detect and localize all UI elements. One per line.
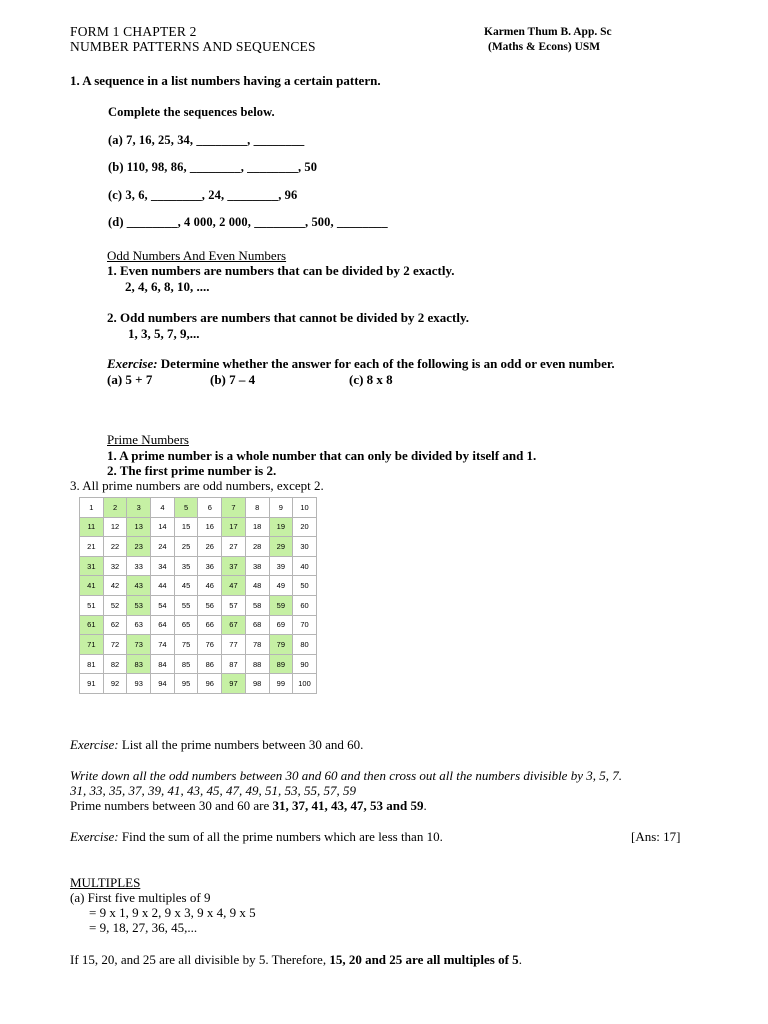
grid-cell: 50 [293, 576, 317, 596]
grid-cell: 65 [174, 615, 198, 635]
grid-cell: 63 [127, 615, 151, 635]
grid-row [80, 654, 317, 674]
grid-cell-prime: 17 [222, 517, 246, 537]
answer-primes: 31, 37, 41, 43, 47, 53 and 59 [272, 798, 424, 813]
grid-cell: 77 [222, 635, 246, 655]
multiples-line-c: = 9, 18, 27, 36, 45,... [89, 920, 198, 935]
grid-row [80, 595, 317, 615]
grid-cell: 46 [198, 576, 222, 596]
multiples-heading: MULTIPLES [70, 875, 141, 890]
grid-cell: 35 [174, 556, 198, 576]
header-author-line1: Karmen Thum B. App. Sc [484, 26, 612, 38]
grid-cell: 21 [80, 537, 104, 557]
grid-cell-prime: 2 [103, 498, 127, 518]
grid-cell: 32 [103, 556, 127, 576]
prime-sum-answer: [Ans: 17] [631, 829, 681, 844]
sequence-item-b: (b) 110, 98, 86, ________, ________, 50 [108, 160, 318, 174]
grid-cell: 62 [103, 615, 127, 635]
grid-cell: 88 [245, 654, 269, 674]
odd-examples: 1, 3, 5, 7, 9,... [128, 326, 200, 341]
grid-cell-prime: 43 [127, 576, 151, 596]
grid-cell-prime: 97 [222, 674, 246, 694]
grid-cell: 57 [222, 595, 246, 615]
grid-cell-prime: 71 [80, 635, 104, 655]
grid-cell: 85 [174, 654, 198, 674]
grid-cell-prime: 47 [222, 576, 246, 596]
grid-cell: 74 [151, 635, 175, 655]
grid-cell-prime: 53 [127, 595, 151, 615]
exercise-text: List all the prime numbers between 30 and 60. [121, 737, 364, 752]
grid-cell-prime: 83 [127, 654, 151, 674]
prime-range-answer [70, 798, 427, 813]
grid-cell: 40 [293, 556, 317, 576]
exercise-text: Find the sum of all the prime numbers which are less than 10. [121, 829, 443, 844]
conclusion-bold: 15, 20 and 25 are all multiples of 5 [329, 952, 519, 967]
exercise-text: Determine whether the answer for each of the following is an odd or even number. [160, 356, 615, 371]
grid-cell: 33 [127, 556, 151, 576]
grid-cell: 99 [269, 674, 293, 694]
odd-number-list: 31, 33, 35, 37, 39, 41, 43, 45, 47, 49, 51, 53, 55, 57, 59 [70, 783, 356, 798]
prime-range-exercise [70, 737, 363, 752]
grid-cell-prime: 29 [269, 537, 293, 557]
grid-cell: 86 [198, 654, 222, 674]
grid-row [80, 537, 317, 557]
grid-row [80, 517, 317, 537]
grid-cell: 48 [245, 576, 269, 596]
grid-cell: 87 [222, 654, 246, 674]
grid-cell-prime: 7 [222, 498, 246, 518]
multiples-line-b: = 9 x 1, 9 x 2, 9 x 3, 9 x 4, 9 x 5 [89, 905, 256, 920]
grid-cell: 45 [174, 576, 198, 596]
grid-cell: 22 [103, 537, 127, 557]
answer-suffix: . [423, 798, 427, 813]
grid-cell-prime: 19 [269, 517, 293, 537]
grid-row [80, 576, 317, 596]
grid-cell: 39 [269, 556, 293, 576]
grid-cell: 68 [245, 615, 269, 635]
grid-cell: 18 [245, 517, 269, 537]
grid-cell: 92 [103, 674, 127, 694]
grid-cell-prime: 5 [174, 498, 198, 518]
grid-cell: 90 [293, 654, 317, 674]
exercise-label: Exercise: [70, 829, 119, 844]
grid-cell: 84 [151, 654, 175, 674]
multiples-line-a: (a) First five multiples of 9 [70, 890, 211, 905]
grid-cell-prime: 41 [80, 576, 104, 596]
grid-cell: 56 [198, 595, 222, 615]
grid-cell: 100 [293, 674, 317, 694]
exercise-label: Exercise: [70, 737, 119, 752]
grid-cell: 96 [198, 674, 222, 694]
grid-cell: 49 [269, 576, 293, 596]
sequence-item-c: (c) 3, 6, ________, 24, ________, 96 [108, 188, 298, 202]
grid-cell: 70 [293, 615, 317, 635]
grid-cell-prime: 59 [269, 595, 293, 615]
prime-definition-2: 2. The first prime number is 2. [107, 463, 277, 478]
grid-cell: 51 [80, 595, 104, 615]
section1-heading: 1. A sequence in a list numbers having a certain pattern. [70, 73, 381, 88]
odd-even-exercise-b: (b) 7 – 4 [210, 372, 256, 387]
grid-cell: 16 [198, 517, 222, 537]
grid-cell: 98 [245, 674, 269, 694]
grid-cell: 4 [151, 498, 175, 518]
grid-cell-prime: 3 [127, 498, 151, 518]
grid-cell-prime: 89 [269, 654, 293, 674]
grid-row [80, 615, 317, 635]
grid-cell: 54 [151, 595, 175, 615]
grid-cell: 26 [198, 537, 222, 557]
sequence-item-a: (a) 7, 16, 25, 34, ________, ________ [108, 133, 305, 147]
grid-cell: 94 [151, 674, 175, 694]
odd-even-exercise-c: (c) 8 x 8 [349, 372, 393, 387]
grid-cell: 52 [103, 595, 127, 615]
grid-cell: 27 [222, 537, 246, 557]
grid-cell: 30 [293, 537, 317, 557]
header-author-line2: (Maths & Econs) USM [488, 41, 601, 53]
even-examples: 2, 4, 6, 8, 10, .... [125, 279, 210, 294]
grid-cell-prime: 11 [80, 517, 104, 537]
grid-cell-prime: 67 [222, 615, 246, 635]
grid-cell: 25 [174, 537, 198, 557]
prime-definition-1: 1. A prime number is a whole number that can only be divided by itself and 1. [107, 448, 537, 463]
prime-heading: Prime Numbers [107, 432, 189, 447]
grid-cell-prime: 79 [269, 635, 293, 655]
multiples-conclusion [70, 952, 522, 967]
odd-even-exercise-a: (a) 5 + 7 [107, 372, 153, 387]
conclusion-prefix: If 15, 20, and 25 are all divisible by 5. Therefore, [70, 952, 330, 967]
exercise-label: Exercise: [107, 356, 158, 371]
grid-cell: 55 [174, 595, 198, 615]
grid-cell: 82 [103, 654, 127, 674]
prime-sum-exercise [70, 829, 443, 844]
grid-cell: 69 [269, 615, 293, 635]
header-title-line2: NUMBER PATTERNS AND SEQUENCES [70, 39, 316, 54]
grid-cell: 76 [198, 635, 222, 655]
grid-cell: 15 [174, 517, 198, 537]
sequence-instruction: Complete the sequences below. [108, 105, 275, 119]
grid-cell: 6 [198, 498, 222, 518]
answer-prefix: Prime numbers between 30 and 60 are [70, 798, 273, 813]
grid-cell: 38 [245, 556, 269, 576]
header-title-line1: FORM 1 CHAPTER 2 [70, 24, 197, 39]
prime-definition-3: 3. All prime numbers are odd numbers, except 2. [70, 478, 324, 493]
grid-cell: 64 [151, 615, 175, 635]
grid-cell: 14 [151, 517, 175, 537]
odd-even-heading: Odd Numbers And Even Numbers [107, 248, 287, 263]
grid-cell: 81 [80, 654, 104, 674]
grid-cell: 60 [293, 595, 317, 615]
grid-cell: 36 [198, 556, 222, 576]
grid-cell-prime: 73 [127, 635, 151, 655]
grid-cell-prime: 13 [127, 517, 151, 537]
odd-definition: 2. Odd numbers are numbers that cannot be divided by 2 exactly. [107, 310, 469, 325]
grid-row [80, 674, 317, 694]
grid-cell: 10 [293, 498, 317, 518]
grid-cell: 20 [293, 517, 317, 537]
grid-cell: 28 [245, 537, 269, 557]
grid-row [80, 635, 317, 655]
grid-cell: 95 [174, 674, 198, 694]
grid-cell: 78 [245, 635, 269, 655]
grid-cell: 75 [174, 635, 198, 655]
grid-cell: 44 [151, 576, 175, 596]
grid-cell: 80 [293, 635, 317, 655]
grid-cell: 12 [103, 517, 127, 537]
grid-cell: 91 [80, 674, 104, 694]
grid-cell: 34 [151, 556, 175, 576]
grid-cell: 93 [127, 674, 151, 694]
sequence-item-d: (d) ________, 4 000, 2 000, ________, 500, ________ [108, 215, 388, 229]
grid-cell: 1 [80, 498, 104, 518]
conclusion-suffix: . [518, 952, 522, 967]
odd-even-exercise [107, 356, 615, 371]
grid-cell-prime: 61 [80, 615, 104, 635]
grid-cell-prime: 37 [222, 556, 246, 576]
even-definition: 1. Even numbers are numbers that can be divided by 2 exactly. [107, 263, 455, 278]
grid-cell: 8 [245, 498, 269, 518]
grid-cell-prime: 23 [127, 537, 151, 557]
grid-cell: 58 [245, 595, 269, 615]
grid-row [80, 498, 317, 518]
grid-cell: 9 [269, 498, 293, 518]
grid-cell: 66 [198, 615, 222, 635]
grid-cell-prime: 31 [80, 556, 104, 576]
grid-cell: 72 [103, 635, 127, 655]
grid-cell: 24 [151, 537, 175, 557]
prime-range-hint: Write down all the odd numbers between 30 and 60 and then cross out all the numbers divisible by 3, 5, 7. [70, 768, 622, 783]
grid-row [80, 556, 317, 576]
hundred-grid [79, 497, 317, 694]
grid-cell: 42 [103, 576, 127, 596]
